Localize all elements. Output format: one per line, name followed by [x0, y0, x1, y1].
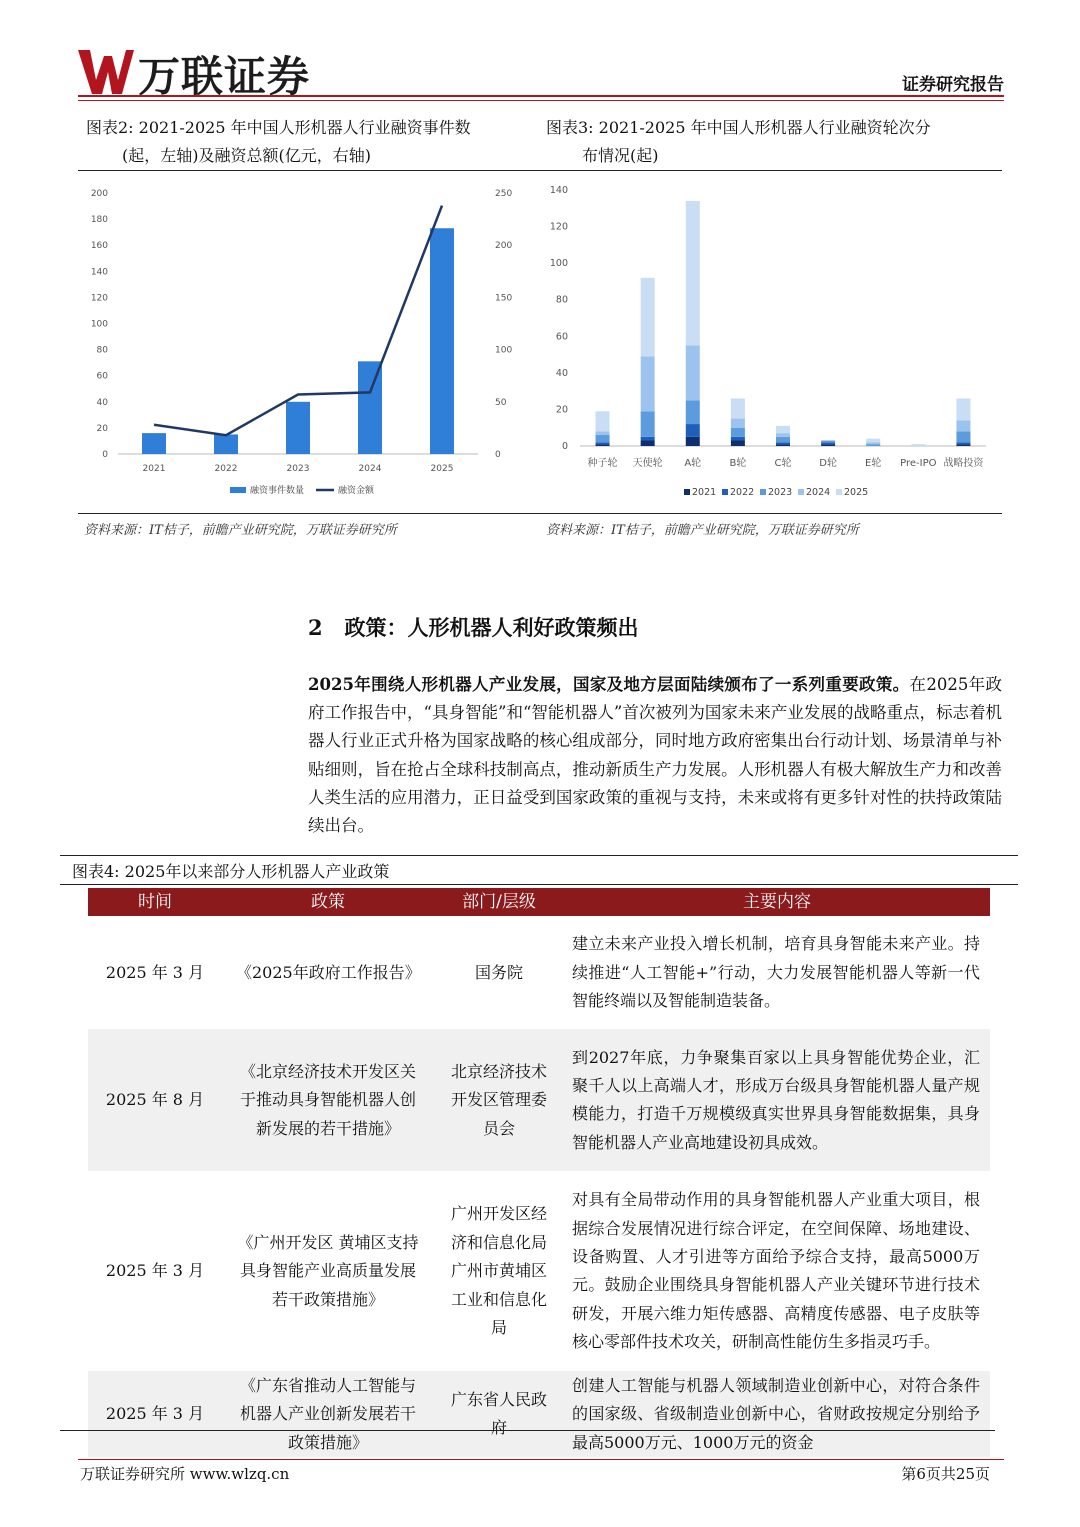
x-tick-label: 2022	[214, 464, 238, 474]
col-header-dept: 部门/层级	[434, 888, 564, 916]
header-rule	[78, 95, 1004, 97]
y-right-tick-label: 0	[495, 450, 501, 460]
y-left-tick-label: 80	[96, 345, 108, 356]
table-title-rule	[60, 884, 1018, 885]
fig3-title-line2: 布情况(起)	[582, 146, 659, 165]
table-bottom-rule	[60, 1430, 995, 1431]
fig3-chart	[540, 175, 1002, 510]
cell-content: 对具有全局带动作用的具身智能机器人产业重大项目，根据综合发展情况进行综合评定，在空间保障、场地建设、设备购置、人才引进等方面给予综合支持，最高5000万元。鼓励企业围绕具身智能机器人产业关键环节进行技术研发，开展六维力矩传感器、高精度传感器、电子皮肤等核心零部件技术攻关，研制高性能仿生多指灵巧手。	[572, 1190, 980, 1352]
cell-time: 2025 年 3 月	[105, 962, 205, 982]
bar	[430, 228, 454, 454]
col-header-time: 时间	[88, 888, 222, 916]
y-tick-label: 120	[549, 221, 568, 233]
table-row	[88, 1029, 990, 1171]
stacked-bar-segment	[686, 400, 700, 424]
stacked-bar-segment	[731, 428, 745, 437]
stacked-bar-segment	[821, 442, 835, 444]
stacked-bar-segment	[641, 278, 655, 357]
stacked-bar-segment	[821, 441, 835, 443]
fig3-source: 资料来源：IT桔子，前瞻产业研究院，万联证券研究所	[546, 523, 859, 538]
table-row	[88, 916, 990, 1029]
cell-policy: 《2025年政府工作报告》	[236, 962, 421, 982]
stacked-bar-segment	[596, 431, 610, 435]
x-tick-label: 天使轮	[632, 458, 663, 469]
stacked-bar-segment	[686, 201, 700, 345]
y-left-tick-label: 200	[90, 189, 108, 199]
policy-table	[88, 888, 990, 1457]
x-tick-label: 2023	[286, 464, 310, 474]
cell-dept: 国务院	[474, 962, 523, 982]
cell-policy: 《广东省推动人工智能与机器人产业创新发展若干政策措施》	[222, 1371, 434, 1457]
y-left-tick-label: 20	[96, 423, 108, 434]
y-tick-label: 40	[555, 367, 568, 379]
stacked-bar-segment	[686, 437, 700, 446]
fig2-title	[86, 114, 471, 170]
stacked-bar-segment	[866, 442, 880, 444]
y-left-tick-label: 180	[90, 215, 108, 226]
y-left-tick-label: 140	[90, 267, 108, 278]
legend-label: 2022	[730, 487, 755, 498]
table-row	[88, 1371, 990, 1457]
stacked-bar-segment	[731, 398, 745, 418]
x-tick-label: 2025	[430, 464, 454, 474]
y-tick-label: 60	[555, 331, 568, 343]
y-right-tick-label: 250	[495, 189, 513, 199]
col-header-policy: 政策	[222, 888, 434, 916]
series-line	[154, 206, 442, 436]
fig2-chart	[78, 175, 524, 510]
brand-logo-icon	[78, 48, 134, 96]
y-tick-label: 20	[555, 404, 568, 416]
y-tick-label: 0	[561, 441, 568, 452]
y-left-tick-label: 160	[90, 241, 108, 252]
y-left-tick-label: 0	[102, 450, 108, 460]
x-tick-label: 2021	[142, 464, 166, 474]
legend-swatch	[836, 489, 842, 495]
legend-label: 2021	[692, 487, 717, 498]
table-row	[88, 1171, 990, 1371]
footer-rule	[78, 1459, 1004, 1460]
legend-swatch	[684, 489, 690, 495]
cell-policy: 《广州开发区 黄埔区支持具身智能产业高质量发展若干政策措施》	[237, 1232, 419, 1309]
footer-left: 万联证券研究所 www.wlzq.cn	[80, 1465, 290, 1483]
stacked-bar-segment	[596, 442, 610, 444]
stacked-bar-segment	[596, 435, 610, 442]
stacked-bar-segment	[641, 437, 655, 441]
paragraph-lead: 2025年围绕人形机器人产业发展，国家及地方层面陆续颁布了一系列重要政策。	[308, 675, 910, 694]
fig2-source: 资料来源：IT桔子，前瞻产业研究院，万联证券研究所	[84, 523, 397, 538]
stacked-bar-segment	[956, 431, 970, 442]
y-right-tick-label: 100	[495, 345, 513, 356]
fig3-title-line1: 图表3: 2021-2025 年中国人形机器人行业融资轮次分	[546, 118, 931, 137]
legend-swatch	[798, 489, 804, 495]
header-rule-thin	[78, 100, 1004, 101]
cell-time: 2025 年 8 月	[88, 1029, 222, 1171]
stacked-bar-segment	[911, 444, 925, 446]
legend-label: 融资金额	[338, 486, 375, 496]
legend-swatch	[760, 489, 766, 495]
stacked-bar-segment	[686, 424, 700, 437]
cell-content: 创建人工智能与机器人领域制造业创新中心，对符合条件的国家级、省级制造业创新中心，省财政按规定分别给予最高5000万元、1000万元的资金	[564, 1371, 990, 1457]
section-paragraph	[308, 671, 1002, 840]
y-tick-label: 140	[549, 185, 568, 196]
stacked-bar-segment	[776, 442, 790, 444]
stacked-bar-segment	[731, 419, 745, 428]
stacked-bar-segment	[596, 444, 610, 446]
cell-dept: 广州开发区经济和信息化局 广州市黄埔区工业和信息化局	[450, 1204, 547, 1338]
stacked-bar-segment	[776, 433, 790, 437]
paragraph-body: 在2025年政府工作报告中，“具身智能”和“智能机器人”首次被列为国家未来产业发展的战略重点，标志着机器人行业正式升格为国家战略的核心组成部分，同时地方政府密集出台行动计划、场景清单与补贴细则，旨在抢占全球科技制高点，推动新质生产力发展。人形机器人有极大解放生产力和改善人类生活的应用潜力，正日益受到国家政策的重视与支持，未来或将有更多针对性的扶持政策陆续出台。	[308, 675, 1002, 836]
x-tick-label: A轮	[684, 458, 702, 469]
cell-dept: 北京经济技术开发区管理委员会	[434, 1029, 564, 1171]
report-type: 证券研究报告	[902, 75, 1004, 95]
stacked-bar-segment	[956, 420, 970, 431]
stacked-bar-segment	[686, 345, 700, 400]
y-right-tick-label: 50	[495, 397, 507, 408]
stacked-bar-segment	[866, 439, 880, 443]
stacked-bar-segment	[776, 437, 790, 442]
legend-label: 2023	[768, 487, 793, 498]
bar	[358, 361, 382, 454]
y-left-tick-label: 40	[96, 397, 108, 408]
y-right-tick-label: 150	[495, 293, 513, 304]
legend-label: 2024	[806, 487, 831, 498]
fig3-title	[546, 114, 931, 170]
stacked-bar-segment	[956, 444, 970, 446]
cell-content: 到2027年底，力争聚集百家以上具身智能优势企业，汇聚千人以上高端人才，形成万台级具身智能机器人量产规模能力，打造千万规模级真实世界具身智能数据集，具身智能机器人产业高地建设初具成效。	[564, 1029, 990, 1171]
stacked-bar-segment	[641, 411, 655, 437]
stacked-bar-segment	[731, 441, 745, 446]
stacked-bar-segment	[641, 441, 655, 446]
legend-swatch	[230, 487, 246, 493]
x-tick-label: C轮	[774, 458, 792, 469]
cell-time: 2025 年 3 月	[105, 1261, 205, 1281]
stacked-bar-segment	[731, 437, 745, 441]
footer-page-number: 第6页共25页	[901, 1465, 990, 1483]
y-left-tick-label: 60	[96, 371, 108, 382]
table4-title: 图表4: 2025年以来部分人形机器人产业政策	[72, 862, 390, 881]
fig2-title-line2: (起，左轴)及融资总额(亿元，右轴)	[122, 146, 371, 165]
stacked-bar-segment	[956, 398, 970, 420]
stacked-bar-segment	[641, 356, 655, 411]
x-tick-label: 战略投资	[943, 458, 984, 469]
figures-bottom-rule	[78, 513, 1002, 514]
y-left-tick-label: 120	[90, 293, 108, 304]
bar	[286, 402, 310, 454]
stacked-bar-segment	[776, 444, 790, 446]
x-tick-label: B轮	[729, 458, 747, 469]
y-right-tick-label: 200	[495, 241, 513, 252]
stacked-bar-segment	[866, 444, 880, 446]
y-tick-label: 100	[549, 258, 568, 270]
fig2-title-line1: 图表2: 2021-2025 年中国人形机器人行业融资事件数	[86, 118, 471, 137]
y-tick-label: 80	[555, 294, 568, 306]
bar	[142, 433, 166, 454]
stacked-bar-segment	[956, 442, 970, 444]
x-tick-label: E轮	[865, 458, 882, 469]
legend-label: 2025	[844, 487, 869, 498]
stacked-bar-segment	[821, 444, 835, 446]
x-tick-label: D轮	[819, 458, 837, 469]
figures-top-rule	[78, 170, 1002, 171]
x-tick-label: Pre-IPO	[900, 458, 937, 469]
table-header-row	[88, 888, 990, 916]
x-tick-label: 2024	[358, 464, 382, 474]
cell-policy: 《北京经济技术开发区关于推动具身智能机器人创新发展的若干措施》	[222, 1029, 434, 1171]
cell-time: 2025 年 3 月	[88, 1371, 222, 1457]
stacked-bar-segment	[776, 426, 790, 433]
y-left-tick-label: 100	[90, 319, 108, 330]
brand-name: 万联证券	[138, 52, 311, 101]
bar	[214, 434, 238, 454]
cell-dept: 广东省人民政府	[434, 1371, 564, 1457]
x-tick-label: 种子轮	[587, 458, 618, 469]
col-header-content: 主要内容	[564, 888, 990, 916]
stacked-bar-segment	[596, 411, 610, 431]
legend-label: 融资事件数量	[250, 486, 305, 496]
cell-content: 建立未来产业投入增长机制，培育具身智能未来产业。持续推进“人工智能+”行动，大力发展智能机器人等新一代智能终端以及智能制造装备。	[572, 934, 980, 1011]
section-title: 2 政策：人形机器人利好政策频出	[308, 615, 639, 640]
table-top-rule	[60, 855, 1018, 856]
legend-swatch	[722, 489, 728, 495]
